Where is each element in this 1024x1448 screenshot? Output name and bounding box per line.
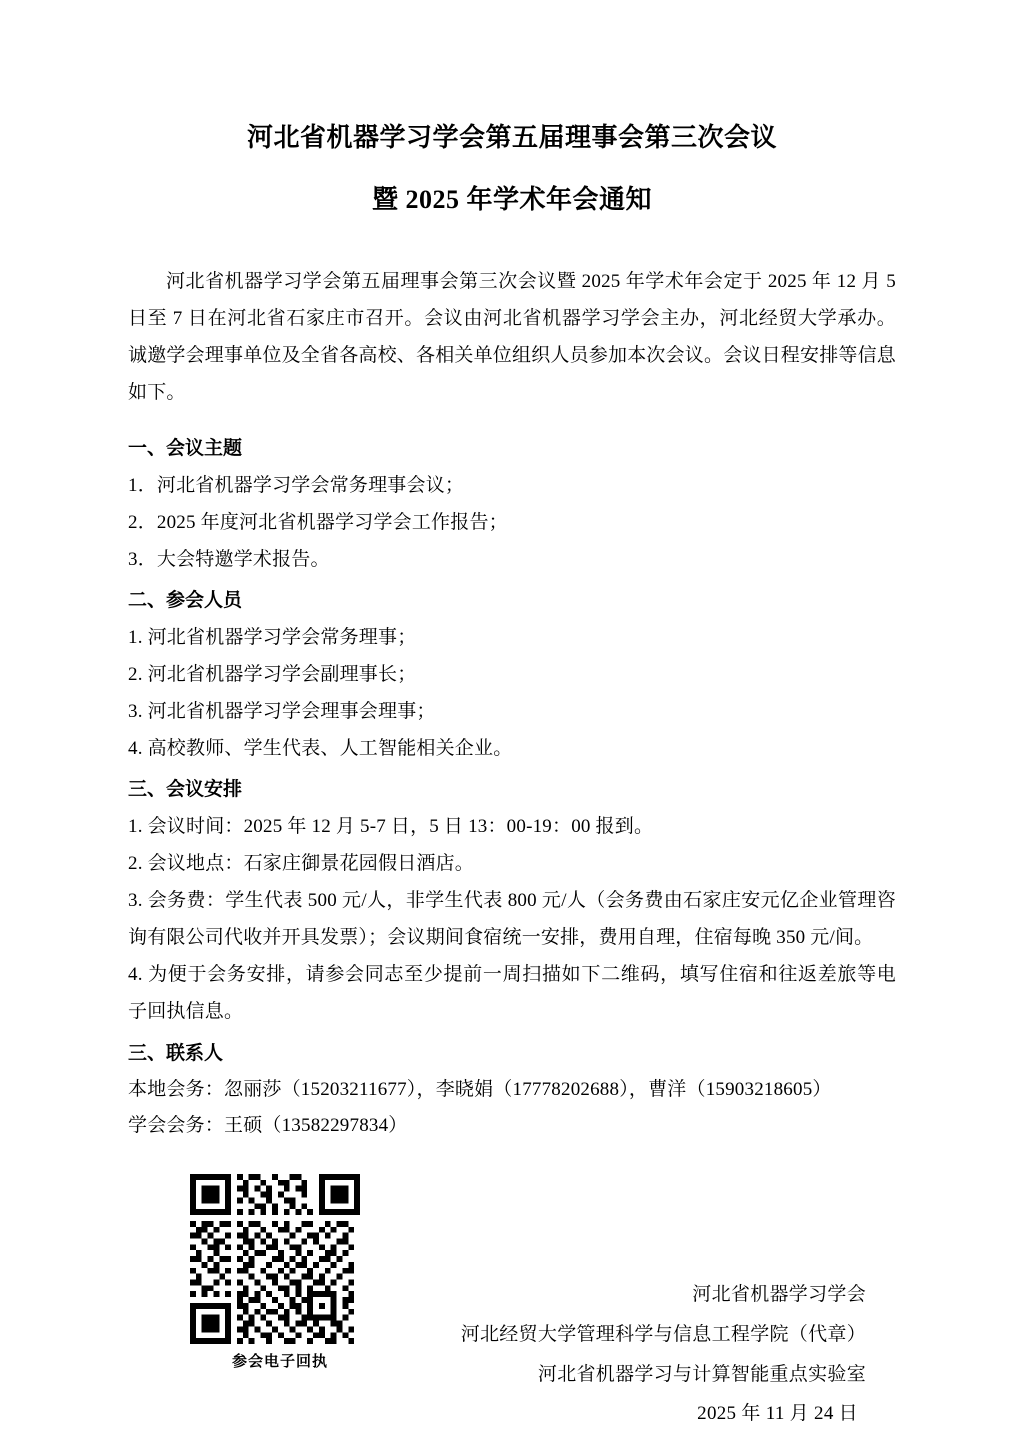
list-item: 2．2025 年度河北省机器学习学会工作报告； [128,511,508,533]
signature-line-1: 河北省机器学习学会 [692,1283,866,1305]
list-item: 4. 高校教师、学生代表、人工智能相关企业。 [128,738,513,760]
list-item: 1. 河北省机器学习学会常务理事； [128,627,417,649]
page-title-line-2: 暨 2025 年学术年会通知 [371,185,652,215]
signature-date: 2025 年 11 月 24 日 [697,1403,858,1425]
list-item: 3．大会特邀学术报告。 [128,548,330,570]
list-item: 1．河北省机器学习学会常务理事会议； [128,474,465,496]
section-heading-arrangements: 三、会议安排 [128,779,243,801]
section-heading-meeting-topics: 一、会议主题 [128,437,243,459]
list-item: 3. 会务费：学生代表 500 元/人，非学生代表 800 元/人（会务费由石家庄安元亿企业管理咨询有限公司代收并开具发票）；会议期间食宿统一安排，费用自理，住宿每晚 350 元/间。 [128,890,896,949]
qr-code-image [190,1174,360,1344]
signature-line-2: 河北经贸大学管理科学与信息工程学院（代章） [460,1323,866,1345]
intro-paragraph: 河北省机器学习学会第五届理事会第三次会议暨 2025 年学术年会定于 2025 年 12 月 5 日至 7 日在河北省石家庄市召开。会议由河北省机器学习学会主办，河北经贸大学承办。诚邀学会理事单位及全省各高校、各相关单位组织人员参加本次会议。会议日程安排等信息如下。 [128,270,897,403]
section-heading-participants: 二、参会人员 [128,589,243,611]
list-item: 3. 河北省机器学习学会理事会理事； [128,701,436,723]
list-item: 1. 会议时间：2025 年 12 月 5-7 日，5 日 13：00-19：00 报到。 [128,816,654,838]
contact-society: 学会会务：王硕（13582297834） [128,1114,408,1136]
list-item: 2. 会议地点：石家庄御景花园假日酒店。 [128,853,475,875]
section-heading-contacts: 三、联系人 [128,1042,224,1064]
contact-local: 本地会务：忽丽莎（15203211677），李晓娟（17778202688），曹洋（15903218605） [128,1078,832,1100]
page-title-line-1: 河北省机器学习学会第五届理事会第三次会议 [246,123,777,152]
list-item: 4. 为便于会务安排，请参会同志至少提前一周扫描如下二维码，填写住宿和往返差旅等电子回执信息。 [128,964,896,1023]
qr-code-caption: 参会电子回执 [231,1353,328,1370]
list-item: 2. 河北省机器学习学会副理事长； [128,664,417,686]
qr-code-block [190,1174,370,1371]
signature-line-3: 河北省机器学习与计算智能重点实验室 [537,1363,866,1385]
